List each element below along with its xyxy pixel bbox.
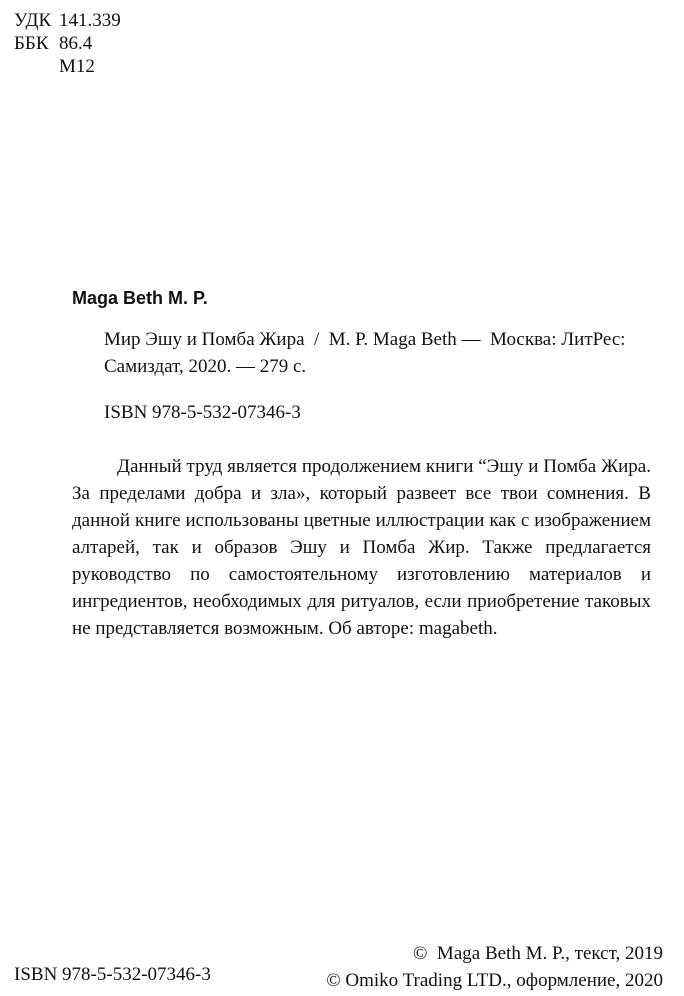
author-heading: Maga Beth M. P. <box>72 288 208 308</box>
copyright-text: © Maga Beth M. P., текст, 2019 <box>413 943 663 964</box>
bibliographic-description <box>104 326 626 380</box>
udk-label: УДК <box>14 10 52 31</box>
udk-value: 141.339 <box>59 10 121 31</box>
bibliographic-line-2: Самиздат, 2020. — 279 с. <box>104 356 307 377</box>
bibliographic-line-1: Мир Эшу и Помба Жира / М. Р. Maga Beth — Москва: ЛитРес: <box>104 329 626 350</box>
annotation: Данный труд является продолжением книги “Эшу и Помба Жира. За пределами добра и зла», который развеет все твои сомнения. В данной книге использованы цветные иллюстрации как с изображением алтарей, так и образов Эшу и Помба Жир. Также предлагается руководство по самостоятельному изготовлению материалов и ингредиентов, необходимых для ритуалов, если приобретение таковых не представляется возможным. Об авторе: magabeth. <box>72 456 651 639</box>
bbk-label: ББК <box>14 33 49 54</box>
footer-isbn: ISBN 978-5-532-07346-3 <box>14 964 211 985</box>
isbn: ISBN 978-5-532-07346-3 <box>104 402 301 423</box>
footer-copyright <box>326 940 663 994</box>
copyright-design: © Omiko Trading LTD., оформление, 2020 <box>326 970 663 991</box>
classification-block <box>14 9 134 79</box>
bbk-value: 86.4 <box>59 33 93 54</box>
author-mark: М12 <box>59 56 95 77</box>
